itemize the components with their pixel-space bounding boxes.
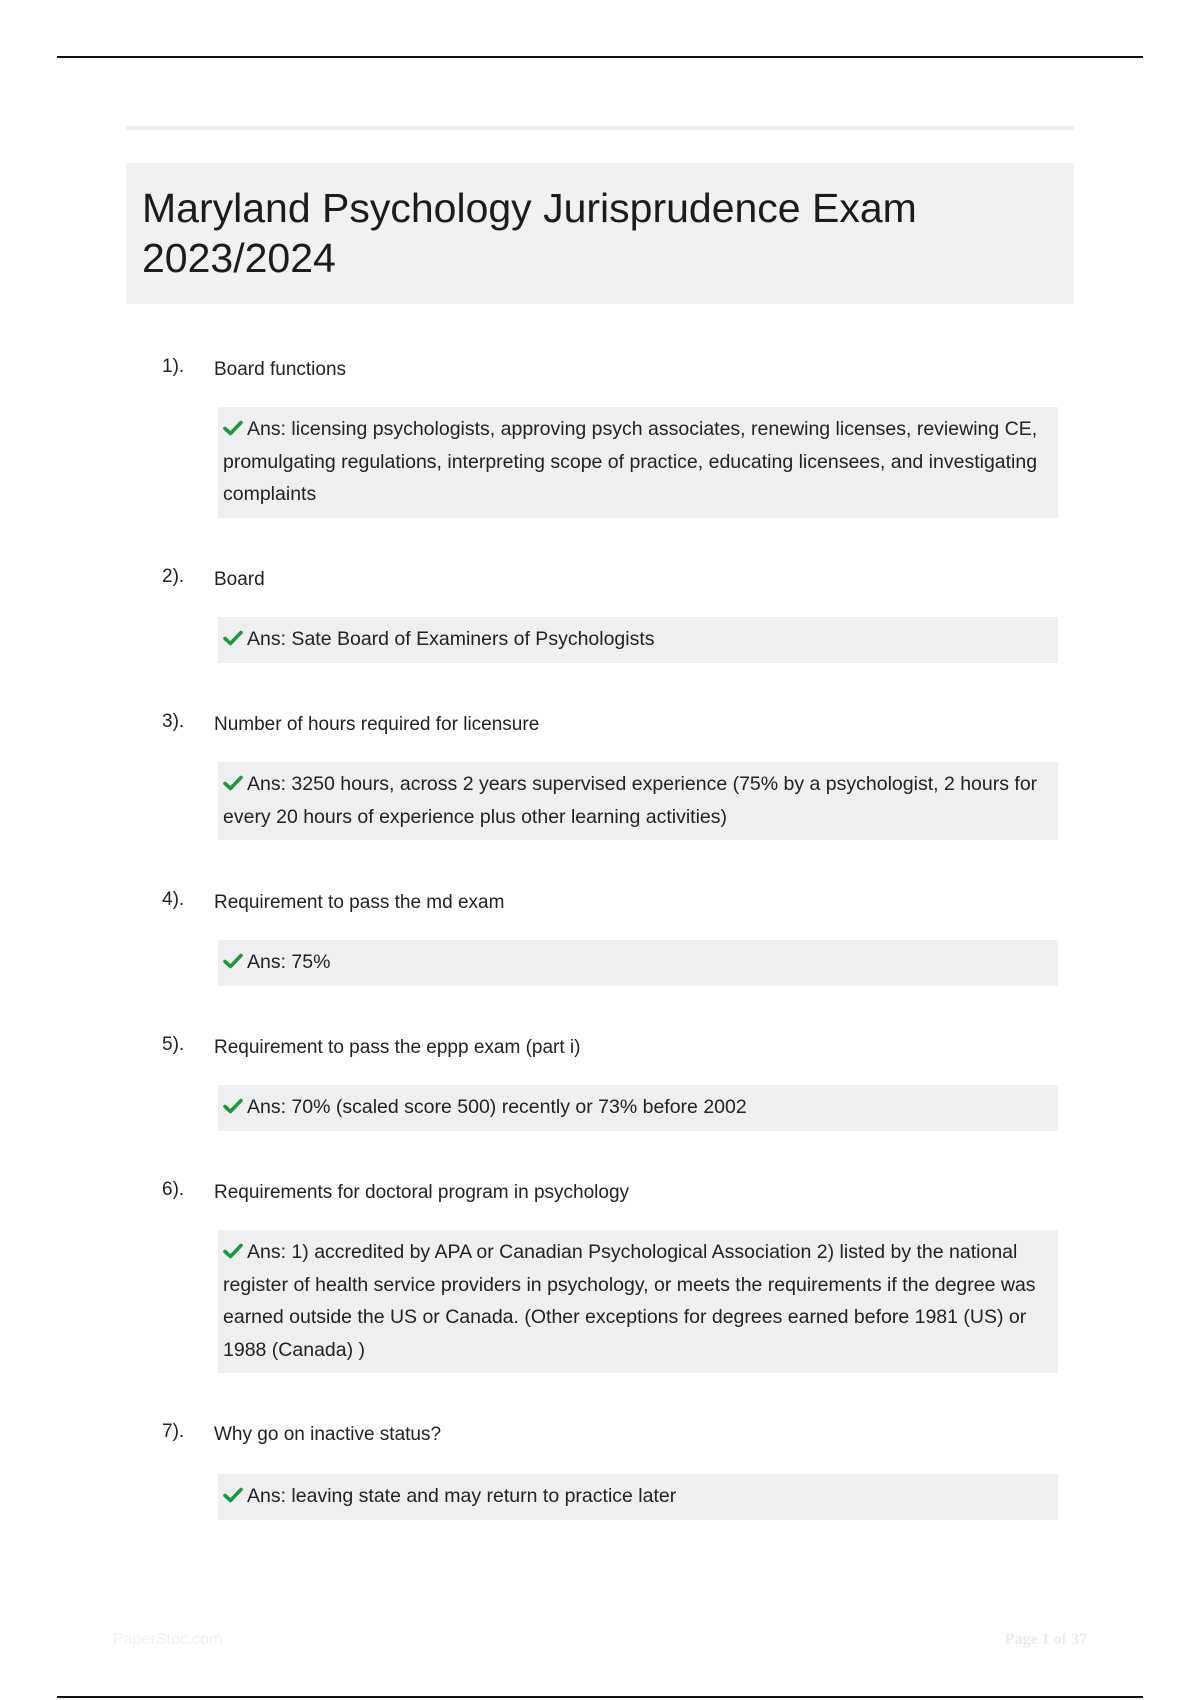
document-title: Maryland Psychology Jurisprudence Exam 2023/2024 [142, 185, 917, 281]
question-number: 1). [162, 356, 185, 377]
question-number: 2). [162, 566, 185, 587]
title-banner [126, 163, 1074, 304]
answer-text: Ans: leaving state and may return to practice later [247, 1485, 677, 1507]
question-text: Number of hours required for licensure [214, 714, 540, 735]
question-number: 4). [162, 889, 185, 910]
question-text: Requirement to pass the md exam [214, 892, 505, 913]
answer-text: Ans: 70% (scaled score 500) recently or 73% before 2002 [247, 1096, 747, 1118]
bottom-rule [57, 1696, 1143, 1698]
answer-text: Ans: licensing psychologists, approving psych associates, renewing licenses, reviewing CE, promulgating regulations, interpreting scope of practice, educating licensees, and investigating complaints [223, 418, 1038, 505]
answer-box [218, 762, 1058, 840]
checkmark-icon [223, 775, 243, 791]
question-text: Board functions [214, 359, 347, 380]
answer-box [218, 407, 1058, 518]
question-text: Requirement to pass the eppp exam (part i) [214, 1037, 581, 1058]
checkmark-icon [223, 1487, 243, 1503]
answer-box [218, 1230, 1058, 1373]
header-divider [126, 126, 1074, 130]
question-text: Board [214, 569, 265, 590]
answer-text: Ans: Sate Board of Examiners of Psychologists [247, 628, 655, 650]
checkmark-icon [223, 953, 243, 969]
answer-text: Ans: 3250 hours, across 2 years supervised experience (75% by a psychologist, 2 hours for every 20 hours of experience plus other learning activities) [223, 773, 1038, 828]
question-text: Requirements for doctoral program in psychology [214, 1182, 630, 1203]
checkmark-icon [223, 1098, 243, 1114]
checkmark-icon [223, 1243, 243, 1259]
checkmark-icon [223, 630, 243, 646]
question-text: Why go on inactive status? [214, 1424, 442, 1445]
question-number: 5). [162, 1034, 185, 1055]
checkmark-icon [223, 420, 243, 436]
answer-box [218, 617, 1058, 663]
answer-text: Ans: 75% [247, 951, 331, 973]
answer-box [218, 940, 1058, 986]
answer-text: Ans: 1) accredited by APA or Canadian Psychological Association 2) listed by the national register of health service providers in psychology, or meets the requirements if the degree was earned outside the US or Canada. (Other exceptions for degrees earned before 1981 (US) or 1988 (Canada) ) [223, 1241, 1036, 1361]
page-number: Page 1 of 37 [1004, 1631, 1087, 1648]
question-number: 3). [162, 711, 185, 732]
answer-box [218, 1085, 1058, 1131]
top-rule [57, 56, 1143, 58]
footer-watermark: PaperStoc.com [113, 1631, 223, 1648]
question-number: 7). [162, 1421, 185, 1442]
answer-box [218, 1474, 1058, 1520]
question-number: 6). [162, 1179, 185, 1200]
